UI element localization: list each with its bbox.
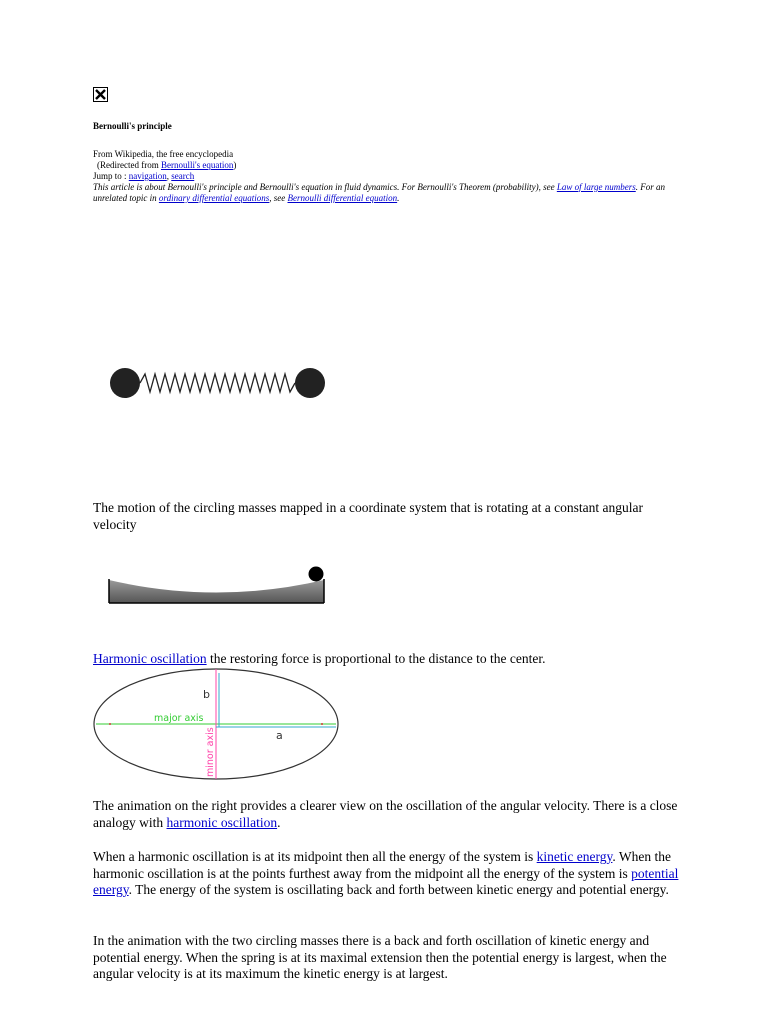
jump-separator: , xyxy=(166,171,172,181)
hatnote-link-bernoulli-de[interactable]: Bernoulli differential equation xyxy=(287,193,398,203)
kinetic-energy-link[interactable]: kinetic energy xyxy=(536,849,613,864)
from-line xyxy=(93,149,233,160)
page-title: Bernoulli's principle xyxy=(93,121,172,131)
para1-end: . xyxy=(277,814,281,830)
hatnote xyxy=(93,182,673,204)
from-text: From Wikipedia, the free encyclopedia xyxy=(93,149,234,159)
redirect-prefix: (Redirected from xyxy=(97,160,161,170)
jump-line xyxy=(93,171,194,182)
para2-part3: . The energy of the system is oscillating back and forth between kinetic energy and potential energy. xyxy=(128,882,669,897)
semi-major-label: a xyxy=(276,729,283,742)
hatnote-part3: , see xyxy=(269,193,288,203)
right-mass xyxy=(295,368,325,398)
harmonic-text: the restoring force is proportional to the distance to the center. xyxy=(206,651,546,666)
spring-masses-figure xyxy=(105,363,335,403)
major-axis-label: major axis xyxy=(154,713,204,724)
minor-axis-label: minor axis xyxy=(205,727,216,777)
paragraph-animation xyxy=(93,798,683,831)
para2-part1: When a harmonic oscillation is at its midpoint then all the energy of the system is xyxy=(93,849,537,864)
para2-part2: . When the harmonic oscillation is at the points furthest away from the midpoint all the energy of the system is xyxy=(93,849,672,881)
semi-minor-label: b xyxy=(203,688,210,701)
jump-search-link[interactable]: search xyxy=(171,171,195,181)
caption-rotating: The motion of the circling masses mapped in a coordinate system that is rotating at a constant angular velocity xyxy=(93,500,643,532)
bowl-ball-figure xyxy=(106,565,331,610)
harmonic-line xyxy=(93,651,683,668)
jump-prefix: Jump to : xyxy=(93,171,129,181)
paragraph-energy xyxy=(93,849,683,899)
redirect-suffix: ) xyxy=(233,160,237,170)
redirect-link[interactable]: Bernoulli's equation xyxy=(160,160,234,170)
hatnote-part2: . For an unrelated topic in xyxy=(93,182,665,203)
para1-text: The animation on the right provides a clearer view on the oscillation of the angular velocity. There is a close analogy with xyxy=(93,798,678,830)
hatnote-part1: This article is about Bernoulli's principle and Bernoulli's equation in fluid dynamics. For Bernoulli's Theorem (probability), see xyxy=(93,182,557,192)
broken-image-icon xyxy=(93,87,108,102)
spring xyxy=(140,374,295,392)
hatnote-link-ode[interactable]: ordinary differential equations xyxy=(158,193,270,203)
paragraph-circling-masses: In the animation with the two circling masses there is a back and forth oscillation of kinetic energy and potential energy. When the spring is at its maximal extension then the potential energy is largest, when the angular velocity is at its maximum the kinetic energy is at largest. xyxy=(93,933,667,981)
jump-navigation-link[interactable]: navigation xyxy=(128,171,167,181)
hatnote-link-law-of-large-numbers[interactable]: Law of large numbers xyxy=(556,182,636,192)
harmonic-oscillation-link[interactable]: Harmonic oscillation xyxy=(93,651,207,666)
left-mass xyxy=(110,368,140,398)
bowl-surface xyxy=(109,580,324,603)
potential-energy-link[interactable]: potential energy xyxy=(93,865,679,897)
hatnote-part4: . xyxy=(397,193,400,203)
ellipse-diagram xyxy=(92,667,342,787)
redirect-line xyxy=(97,160,236,171)
harmonic-oscillation-link-2[interactable]: harmonic oscillation xyxy=(166,814,278,830)
ball xyxy=(309,567,324,582)
